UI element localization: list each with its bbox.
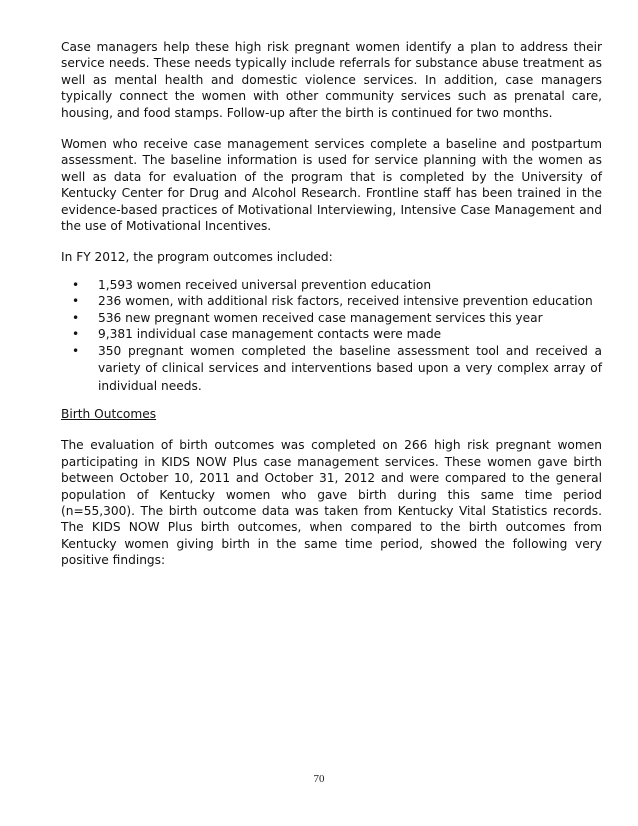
paragraph-case-managers: Case managers help these high risk pregnant women identify a plan to address their service needs. These needs typically include referrals for substance abuse treatment as well as mental health and domestic violence services. In addition, case managers typically connect the women with other community services such as prenatal care, housing, and food stamps. Follow-up after the birth is continued for two months. <box>61 40 602 120</box>
list-item-text: 350 pregnant women completed the baseline assessment tool and received a variety of clinical services and interventions based upon a very complex array of individual needs. <box>98 343 602 393</box>
list-item-text: 1,593 women received universal prevention education <box>98 277 432 292</box>
list-item <box>72 310 602 326</box>
page-number: 70 <box>313 773 325 785</box>
document-page <box>61 39 602 569</box>
bullet-icon: • <box>72 343 80 358</box>
paragraph-assessment: Women who receive case management services complete a baseline and postpartum assessment. The baseline information is used for service planning with the women as well as data for evaluation of the program that is completed by the University of Kentucky Center for Drug and Alcohol Research. Frontline staff has been trained in the evidence-based practices of Motivational Interviewing, Intensive Case Management and the use of Motivational Incentives. <box>61 137 602 234</box>
section-heading-birth-outcomes: Birth Outcomes <box>61 407 157 421</box>
paragraph-birth-outcomes: The evaluation of birth outcomes was completed on 266 high risk pregnant women participating in KIDS NOW Plus case management services. These women gave birth between October 10, 2011 and October 31, 2012 and were compared to the general population of Kentucky women who gave birth during this same time period (n=55,300). The birth outcome data was taken from Kentucky Vital Statistics records. The KIDS NOW Plus birth outcomes, when compared to the birth outcomes from Kentucky women giving birth in the same time period, showed the following very positive findings: <box>61 438 602 568</box>
bullet-icon: • <box>72 294 80 309</box>
list-item-text: 9,381 individual case management contacts were made <box>98 327 442 342</box>
paragraph-outcomes-intro: In FY 2012, the program outcomes included: <box>61 250 333 265</box>
bullet-icon: • <box>72 277 80 292</box>
list-item <box>72 293 602 309</box>
bullet-icon: • <box>72 310 80 325</box>
list-item-text: 236 women, with additional risk factors, received intensive prevention education <box>98 294 593 309</box>
list-item <box>72 343 602 396</box>
list-item-text: 536 new pregnant women received case management services this year <box>98 310 543 325</box>
list-item <box>72 277 602 293</box>
bullet-icon: • <box>72 327 80 342</box>
list-item <box>72 326 602 342</box>
outcomes-list <box>61 277 602 395</box>
